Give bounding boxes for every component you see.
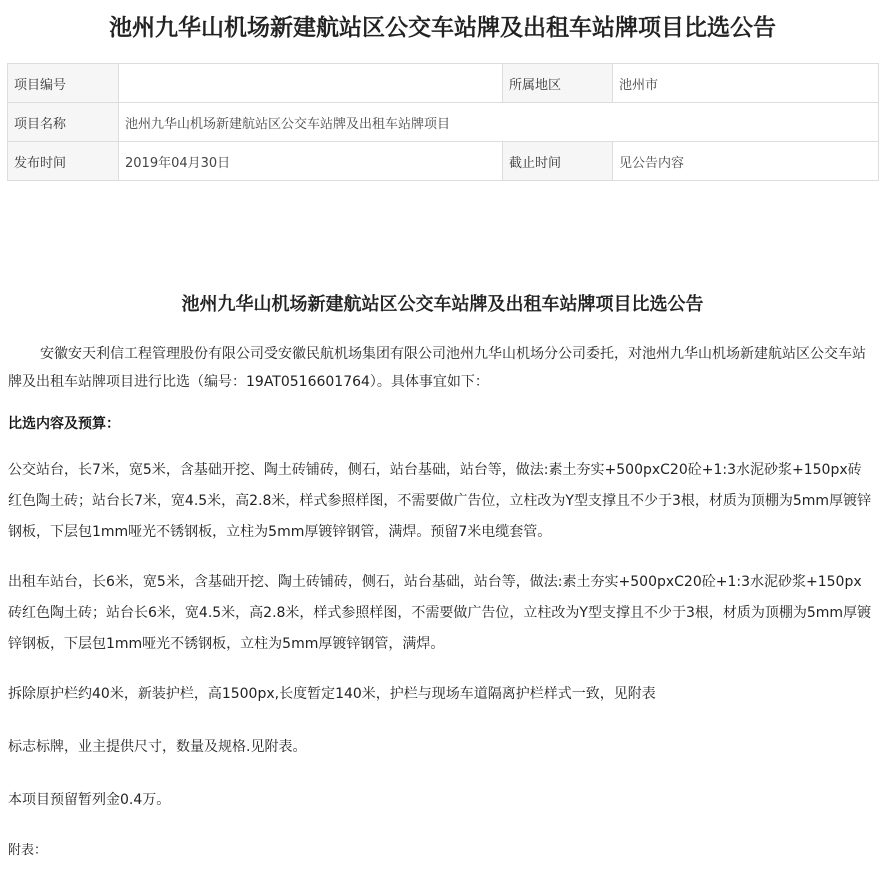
project-no-label: 项目编号 — [8, 64, 119, 103]
project-name-value: 池州九华山机场新建航站区公交车站牌及出租车站牌项目 — [119, 103, 879, 142]
deadline-label: 截止时间 — [503, 142, 613, 181]
region-value: 池州市 — [613, 64, 879, 103]
section-title: 比选内容及预算： — [8, 416, 120, 432]
signage-paragraph: 标志标牌，业主提供尺寸，数量及规格.见附表。 — [8, 739, 307, 755]
notice-body — [8, 340, 874, 858]
taxi-stop-paragraph: 出租车站台，长6米，宽5米，含基础开挖、陶土砖铺砖，侧石，站台基础，站台等，做法:素土夯实+500pxC20砼+1:3水泥砂浆+150px砖红色陶土砖；站台长6米，宽4.5米，高2.8米，样式参照样图，不需要做广告位，立柱改为Y型支撑且不少于3根，材质为顶棚为5mm厚镀锌钢板，下层包1mm哑光不锈钢板，立柱为5mm厚镀锌钢管，满焊。 — [8, 574, 872, 652]
project-no-value — [119, 64, 503, 103]
page-title: 池州九华山机场新建航站区公交车站牌及出租车站牌项目比选公告 — [109, 15, 776, 41]
project-info-table — [7, 63, 879, 181]
reserve-fund-paragraph: 本项目预留暂列金0.4万。 — [8, 792, 171, 808]
project-name-label: 项目名称 — [8, 103, 119, 142]
region-label: 所属地区 — [503, 64, 613, 103]
table-row — [8, 64, 879, 103]
deadline-value: 见公告内容 — [613, 142, 879, 181]
table-row — [8, 142, 879, 181]
bus-stop-paragraph: 公交站台，长7米，宽5米，含基础开挖、陶土砖铺砖，侧石，站台基础，站台等，做法:素土夯实+500pxC20砼+1:3水泥砂浆+150px砖红色陶土砖；站台长7米，宽4.5米，高2.8米，样式参照样图，不需要做广告位，立柱改为Y型支撑且不少于3根，材质为顶棚为5mm厚镀锌钢板，下层包1mm哑光不锈钢板，立柱为5mm厚镀锌钢管，满焊。预留7米电缆套管。 — [8, 462, 872, 540]
intro-paragraph: 安徽安天利信工程管理股份有限公司受安徽民航机场集团有限公司池州九华山机场分公司委托，对池州九华山机场新建航站区公交车站牌及出租车站牌项目进行比选（编号：19AT0516601764）。具体事宜如下： — [8, 346, 866, 390]
publish-time-value: 2019年04月30日 — [119, 142, 503, 181]
attachment-label: 附表： — [8, 843, 48, 858]
notice-heading: 池州九华山机场新建航站区公交车站牌及出租车站牌项目比选公告 — [181, 294, 704, 315]
publish-time-label: 发布时间 — [8, 142, 119, 181]
guardrail-paragraph: 拆除原护栏约40米，新装护栏，高1500px,长度暂定140米，护栏与现场车道隔离护栏样式一致，见附表 — [8, 686, 656, 702]
table-row — [8, 103, 879, 142]
